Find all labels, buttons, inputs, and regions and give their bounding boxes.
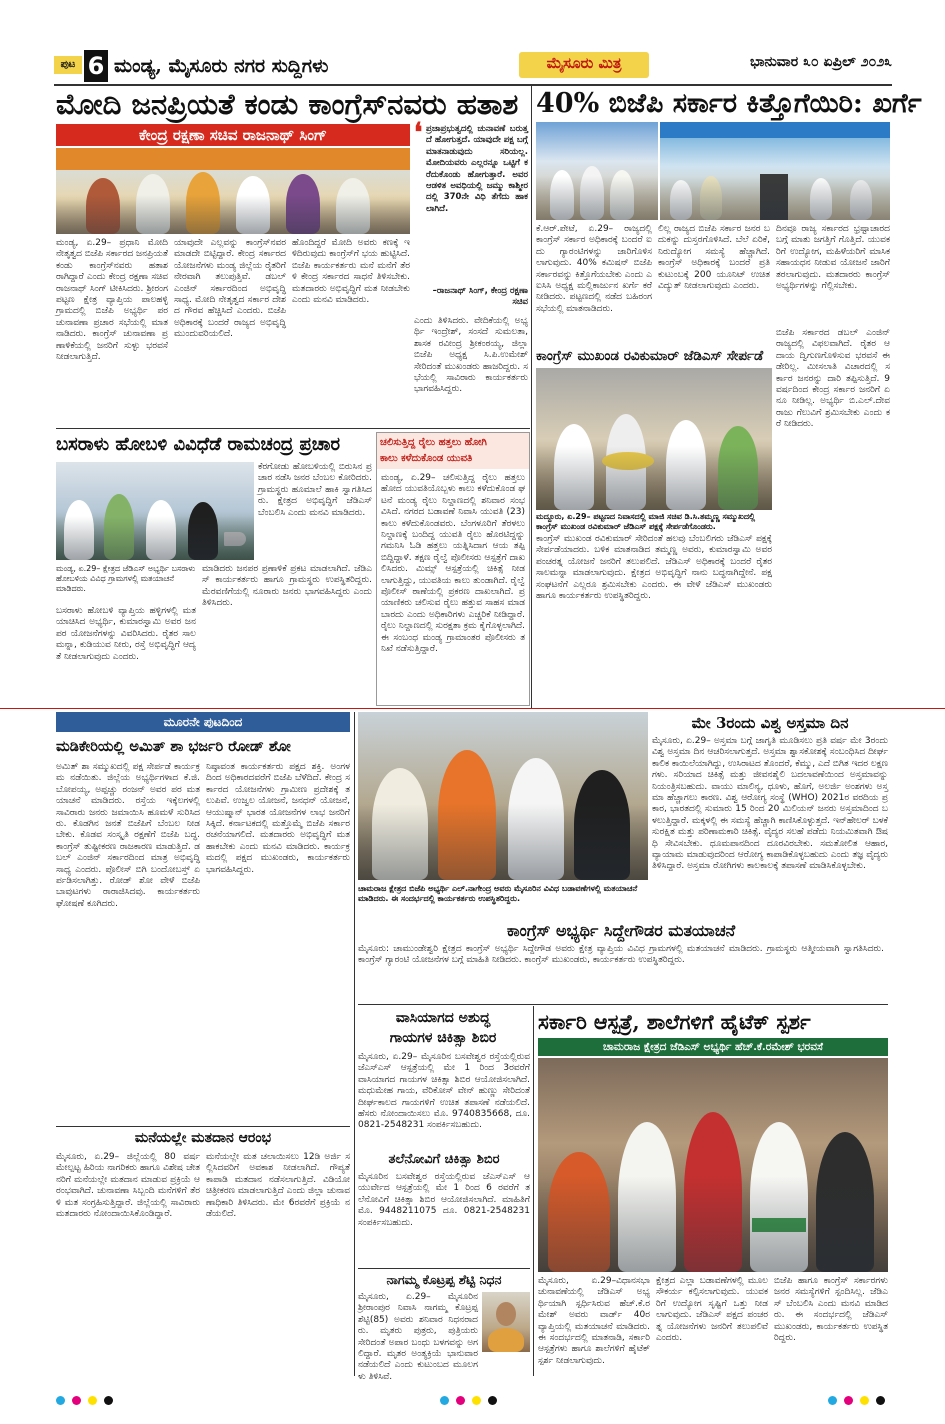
paper-name: ಮೈಸೂರು ಮಿತ್ರ	[546, 54, 622, 72]
voting-headline: ಮನೆಯಲ್ಲೇ ಮತದಾನ ಆರಂಭ	[134, 1130, 272, 1146]
obit-body: ಮೈಸೂರು, ಏ.29– ಮೈಸೂರಿನ ಶ್ರೀರಾಂಪುರ ನಿವಾಸಿ ನಾಗಮ್ಮ ಕೊಟ್ರಪ್ಪ ಶೆಟ್ಟಿ(85) ಅವರು ಶನಿವಾರ ನಿಧನರಾದರು. ಮೃತರು ಪುತ್ರರು, ಪುತ್ರಿಯರು ಸೇರಿದಂತೆ ಅಪಾರ ಬಂಧು ಬಳಗವನ್ನು ಅಗಲಿದ್ದಾರೆ. ಮೃತರ ಅಂತ್ಯಕ್ರಿಯೆ ಭಾನುವಾರ ನಡೆಯಲಿದೆ ಎಂದು ಕುಟುಂಬದ ಮೂಲಗಳು ತಿಳಿಸಿವೆ.	[358, 1292, 478, 1382]
column-rule	[354, 712, 355, 1376]
rail-body: ಮಂಡ್ಯ, ಏ.29– ಚಲಿಸುತ್ತಿದ್ದ ರೈಲು ಹತ್ತಲು ಹೋದ ಯುವತಿಯೊಬ್ಬಳು ಕಾಲು ಕಳೆದುಕೊಂಡ ಘಟನೆ ಮಂಡ್ಯ ರೈಲು ನಿಲ್ದಾಣದಲ್ಲಿ ಶನಿವಾರ ಸಂಭವಿಸಿದೆ. ನಗರದ ಬಡಾವಣೆ ನಿವಾಸಿ ಯುವತಿ (23) ಕಾಲು ಕಳೆದುಕೊಂಡವರು. ಬೆಂಗಳೂರಿಗೆ ತೆರಳಲು ನಿಲ್ದಾಣಕ್ಕೆ ಬಂದಿದ್ದ ಯುವತಿ ರೈಲು ಹೊರಟಿದ್ದನ್ನು ಗಮನಿಸಿ ಓಡಿ ಹತ್ತಲು ಯತ್ನಿಸಿದಾಗ ಆಯ ತಪ್ಪಿ ಬಿದ್ದಿದ್ದಾಳೆ. ತಕ್ಷಣ ರೈಲ್ವೆ ಪೊಲೀಸರು ಆಸ್ಪತ್ರೆಗೆ ದಾಖಲಿಸಿದರು. ಮಿಮ್ಸ್ ಆಸ್ಪತ್ರೆಯಲ್ಲಿ ಚಿಕಿತ್ಸೆ ನೀಡಲಾಗುತ್ತಿದ್ದು, ಯುವತಿಯ ಕಾಲು ತುಂಡಾಗಿದೆ. ರೈಲ್ವೆ ಪೊಲೀಸ್ ಠಾಣೆಯಲ್ಲಿ ಪ್ರಕರಣ ದಾಖಲಾಗಿದೆ. ಪ್ರಯಾಣಿಕರು ಚಲಿಸುವ ರೈಲು ಹತ್ತುವ ಸಾಹಸ ಮಾಡಬಾರದು ಎಂದು ಅಧಿಕಾರಿಗಳು ಎಚ್ಚರಿಕೆ ನೀಡಿದ್ದಾರೆ. ರೈಲು ನಿಲ್ದಾಣದಲ್ಲಿ ಸುರಕ್ಷತಾ ಕ್ರಮ ಕೈಗೊಳ್ಳಲಾಗಿದೆ. ಈ ಸಂಬಂಧ ಮಂಡ್ಯ ಗ್ರಾಮಾಂತರ ಪೊಲೀಸರು ತನಿಖೆ ನಡೆಸುತ್ತಿದ್ದಾರೆ.	[381, 473, 525, 655]
masthead-logo	[519, 52, 649, 78]
ravikumar-photo	[536, 368, 772, 510]
hospital-kicker: ಚಾಮರಾಜ ಕ್ಷೇತ್ರದ ಜೆಡಿಎಸ್ ಅಭ್ಯರ್ಥಿ ಹೆಚ್.ಕೆ.ರಮೇಶ್ ಭರವಸೆ	[538, 1038, 888, 1056]
section-rule	[358, 1004, 888, 1005]
section-rule	[56, 1126, 350, 1127]
hospital-headline: ಸರ್ಕಾರಿ ಆಸ್ಪತ್ರೆ, ಶಾಲೆಗಳಿಗೆ ಹೈಟೆಕ್ ಸ್ಪರ್ಶ	[538, 1010, 811, 1034]
camp-headline-3: ತಲೆನೋವಿಗೆ ಚಿಕಿತ್ಸಾ ಶಿಬಿರ	[388, 1152, 500, 1167]
kharge-body-col4: ಬಿಜೆಪಿ ಸರ್ಕಾರದ ಡಬಲ್ ಎಂಜಿನ್ ರಾಜ್ಯದಲ್ಲಿ ವಿಫಲವಾಗಿದೆ. ರೈತರ ಆದಾಯ ದ್ವಿಗುಣಗೊಳಿಸುವ ಭರವಸೆ ಈಡೇರಿಲ್ಲ. ಮೀಸಲಾತಿ ವಿಚಾರದಲ್ಲಿ ಸರ್ಕಾರ ಜನರನ್ನು ದಾರಿ ತಪ್ಪಿಸುತ್ತಿದೆ. 9 ವರ್ಷದಿಂದ ಕೇಂದ್ರ ಸರ್ಕಾರ ಜನರಿಗೆ ಏನೂ ನೀಡಿಲ್ಲ. ಅಭ್ಯರ್ಥಿ ಬಿ.ಎಲ್.ದೇವರಾಜು ಗೆಲುವಿಗೆ ಶ್ರಮಿಸಬೇಕು ಎಂದು ಕರೆ ನೀಡಿದರು.	[776, 328, 890, 430]
cyan-dot	[440, 1396, 449, 1405]
amitshah-headline: ಮಡಿಕೇರಿಯಲ್ಲಿ ಅಮಿತ್ ಶಾ ಭರ್ಜರಿ ರೋಡ್ ಶೋ	[56, 738, 291, 755]
yellow-dot	[860, 1396, 869, 1405]
stage-banner	[660, 122, 890, 138]
nagendra-photo	[358, 712, 648, 880]
page-label: ಪುಟ	[54, 56, 82, 74]
kharge-body-col2: ಲಿಲ್ಲ ರಾಜ್ಯದ ಬಿಜೆಪಿ ಸರ್ಕಾರ ಜನರ ಬದುಕನ್ನು ದುಸ್ತರಗೊಳಿಸಿದೆ. ಬೆಲೆ ಏರಿಕೆ, ನಿರುದ್ಯೋಗ ಸಮಸ್ಯೆ ಹೆಚ್ಚಾಗಿದೆ. ಕಾಂಗ್ರೆಸ್ ಅಧಿಕಾರಕ್ಕೆ ಬಂದರೆ ಪ್ರತಿ ಕುಟುಂಬಕ್ಕೆ 200 ಯೂನಿಟ್ ಉಚಿತ ವಿದ್ಯುತ್ ನೀಡಲಾಗುವುದು ಎಂದರು.	[658, 224, 770, 292]
black-dot	[488, 1396, 497, 1405]
kharge-photo-2	[660, 122, 890, 220]
column-rule	[533, 1006, 534, 1376]
kharge-body-col1: ಕೆ.ಆರ್.ಪೇಟೆ, ಏ.29– ರಾಜ್ಯದಲ್ಲಿ ಕಾಂಗ್ರೆಸ್ ಸರ್ಕಾರ ಅಧಿಕಾರಕ್ಕೆ ಬಂದರೆ ಐದು ಗ್ಯಾರಂಟಿಗಳನ್ನು ಜಾರಿಗೊಳಿಸಲಾಗುವುದು. 40% ಕಮಿಷನ್ ಬಿಜೆಪಿ ಸರ್ಕಾರವನ್ನು ಕಿತ್ತೊಗೆಯಬೇಕು ಎಂದು ಎಐಸಿಸಿ ಅಧ್ಯಕ್ಷ ಮಲ್ಲಿಕಾರ್ಜುನ ಖರ್ಗೆ ಕರೆ ನೀಡಿದರು. ಪಟ್ಟಣದಲ್ಲಿ ನಡೆದ ಬಹಿರಂಗ ಸಭೆಯಲ್ಲಿ ಮಾತನಾಡಿದರು.	[536, 224, 652, 314]
kharge-body-col3: ದಿನವೂ ರಾಜ್ಯ ಸರ್ಕಾರದ ಭ್ರಷ್ಟಾಚಾರದ ಬಗ್ಗೆ ಮಾತು ಜಗತ್ತಿಗೆ ಗೊತ್ತಿದೆ. ಯುವಕರಿಗೆ ಉದ್ಯೋಗ, ಮಹಿಳೆಯರಿಗೆ ಮಾಸಿಕ ಸಹಾಯಧನ ನೀಡುವ ಯೋಜನೆ ಜಾರಿಗೆ ತರಲಾಗುವುದು. ಮತದಾರರು ಕಾಂಗ್ರೆಸ್ ಅಭ್ಯರ್ಥಿಗಳನ್ನು ಗೆಲ್ಲಿಸಬೇಕು.	[776, 224, 890, 292]
modi-body-col4: ಎಂದು ತಿಳಿಸಿದರು. ವೇದಿಕೆಯಲ್ಲಿ ಅಭ್ಯರ್ಥಿ ಇಂದ್ರೇಶ್, ಸಂಸದೆ ಸುಮಲತಾ, ಶಾಸಕ ರವೀಂದ್ರ ಶ್ರೀಕಂಠಯ್ಯ, ಜಿಲ್ಲಾ ಬಿಜೆಪಿ ಅಧ್ಯಕ್ಷ ಸಿ.ಪಿ.ಉಮೇಶ್ ಸೇರಿದಂತೆ ಮುಖಂಡರು ಹಾಜರಿದ್ದರು. ಸಭೆಯಲ್ಲಿ ಸಾವಿರಾರು ಕಾರ್ಯಕರ್ತರು ಭಾಗವಹಿಸಿದ್ದರು.	[414, 316, 528, 395]
hospital-body-col2: ಕ್ಷೇತ್ರದ ಎಲ್ಲಾ ಬಡಾವಣೆಗಳಲ್ಲಿ ಮೂಲಸೌಕರ್ಯ ಕಲ್ಪಿಸಲಾಗುವುದು. ಯುವಕರಿಗೆ ಉದ್ಯೋಗ ಸೃಷ್ಟಿಗೆ ಒತ್ತು ನೀಡಲಾಗುವುದು. ಜೆಡಿಎಸ್ ಪಕ್ಷದ ಪಂಚರತ್ನ ಯೋಜನೆಗಳು ಜನರಿಗೆ ತಲುಪಲಿವೆ ಎಂದರು.	[656, 1276, 768, 1344]
section-title: ಮಂಡ್ಯ, ಮೈಸೂರು ನಗರ ಸುದ್ದಿಗಳು	[114, 55, 329, 77]
portrait-head	[496, 1302, 516, 1326]
modi-quote-box	[414, 118, 528, 312]
camp-headline-2: ಗಾಯಗಳ ಚಿಕಿತ್ಸಾ ಶಿಬಿರ	[389, 1030, 497, 1046]
modi-photo	[56, 148, 410, 234]
photo-shade	[358, 804, 648, 880]
amitshah-body-col2: ನಿಷ್ಠಾವಂತ ಕಾರ್ಯಕರ್ತರು ಪಕ್ಷದ ಶಕ್ತಿ. ಅಂಗಳದಿಂದ ಅಧಿಕಾರದವರೆಗೆ ಬಿಜೆಪಿ ಬೆಳೆದಿದೆ. ಕೇಂದ್ರ ಸರ್ಕಾರದ ಯೋಜನೆಗಳು ಗ್ರಾಮೀಣ ಪ್ರದೇಶಕ್ಕೆ ತಲುಪಿವೆ. ಉಜ್ವಲ ಯೋಜನೆ, ಜನಧನ್ ಯೋಜನೆ, ಆಯುಷ್ಮಾನ್ ಭಾರತ ಯೋಜನೆಗಳ ಲಾಭ ಜನರಿಗೆ ಸಿಕ್ಕಿದೆ. ಕರ್ನಾಟಕದಲ್ಲಿ ಮತ್ತೊಮ್ಮೆ ಬಿಜೆಪಿ ಸರ್ಕಾರ ರಚನೆಯಾಗಲಿದೆ. ಮತದಾರರು ಅಭಿವೃದ್ಧಿಗೆ ಮತ ಹಾಕಬೇಕು ಎಂದು ಮನವಿ ಮಾಡಿದರು. ಕಾರ್ಯಕ್ರಮದಲ್ಲಿ ಪಕ್ಷದ ಮುಖಂಡರು, ಕಾರ್ಯಕರ್ತರು ಭಾಗವಹಿಸಿದ್ದರು.	[206, 762, 350, 875]
continued-bar: ಮೂರನೇ ಪುಟದಿಂದ	[56, 712, 350, 732]
modi-body-col1: ಮಂಡ್ಯ, ಏ.29– ಪ್ರಧಾನಿ ಮೋದಿ ನೇತೃತ್ವದ ಬಿಜೆಪಿ ಸರ್ಕಾರದ ಜನಪ್ರಿಯತೆ ಕಂಡು ಕಾಂಗ್ರೆಸ್‌ನವರು ಹತಾಶರಾಗಿದ್ದಾರೆ ಎಂದು ಕೇಂದ್ರ ರಕ್ಷಣಾ ಸಚಿವ ರಾಜನಾಥ್ ಸಿಂಗ್ ಟೀಕಿಸಿದರು. ಶ್ರೀರಂಗಪಟ್ಟಣ ಕ್ಷೇತ್ರ ವ್ಯಾಪ್ತಿಯ ಪಾಲಹಳ್ಳಿ ಗ್ರಾಮದಲ್ಲಿ ಬಿಜೆಪಿ ಅಭ್ಯರ್ಥಿ ಪರ ಚುನಾವಣಾ ಪ್ರಚಾರ ಸಭೆಯಲ್ಲಿ ಮಾತನಾಡಿದರು. ಕಾಂಗ್ರೆಸ್ ಚುನಾವಣಾ ಪ್ರಣಾಳಿಕೆಯಲ್ಲಿ ಜನರಿಗೆ ಸುಳ್ಳು ಭರವಸೆ ನೀಡಲಾಗುತ್ತಿದೆ.	[56, 238, 169, 363]
ravikumar-body: ಕಾಂಗ್ರೆಸ್ ಮುಖಂಡ ರವಿಕುಮಾರ್ ಸೇರಿದಂತೆ ಹಲವು ಬೆಂಬಲಿಗರು ಜೆಡಿಎಸ್ ಪಕ್ಷಕ್ಕೆ ಸೇರ್ಪಡೆಯಾದರು. ಬಳಿಕ ಮಾತನಾಡಿದ ತಮ್ಮಣ್ಣ ಅವರು, ಕುಮಾರಸ್ವಾಮಿ ಅವರ ಪಂಚರತ್ನ ಯೋಜನೆ ಜನರಿಗೆ ತಲುಪಲಿದೆ. ಜೆಡಿಎಸ್ ಅಧಿಕಾರಕ್ಕೆ ಬಂದರೆ ರೈತರ ಸಾಲಮನ್ನಾ ಮಾಡಲಾಗುವುದು. ಕ್ಷೇತ್ರದ ಅಭಿವೃದ್ಧಿಗೆ ನಾನು ಬದ್ಧನಾಗಿದ್ದೇನೆ. ಪಕ್ಷ ಸಂಘಟನೆಗೆ ಎಲ್ಲರೂ ಶ್ರಮಿಸಬೇಕು ಎಂದರು. ಈ ವೇಳೆ ಜೆಡಿಎಸ್ ಮುಖಂಡರು ಹಾಗೂ ಕಾರ್ಯಕರ್ತರು ಉಪಸ್ಥಿತರಿದ್ದರು.	[536, 534, 772, 602]
stage-banner	[56, 148, 410, 170]
cyan-dot	[56, 1396, 65, 1405]
obit-portrait	[482, 1292, 530, 1352]
kharge-headline: 40% ಬಿಜೆಪಿ ಸರ್ಕಾರ ಕಿತ್ತೊಗೆಯಿರಿ: ಖರ್ಗೆ	[536, 88, 922, 119]
amitshah-body-col1: ಅಮಿತ್ ಶಾ ಸಮ್ಮುಖದಲ್ಲಿ ಪಕ್ಷ ಸೇರ್ಪಡೆ ಕಾರ್ಯಕ್ರಮ ನಡೆಯಿತು. ಜಿಲ್ಲೆಯ ಅಭ್ಯರ್ಥಿಗಳಾದ ಕೆ.ಜಿ.ಬೋಪಯ್ಯ, ಅಪ್ಪಚ್ಚು ರಂಜನ್ ಅವರ ಪರ ಮತಯಾಚನೆ ಮಾಡಿದರು. ರಸ್ತೆಯ ಇಕ್ಕೆಲಗಳಲ್ಲಿ ಸಾವಿರಾರು ಜನರು ಜಮಾಯಿಸಿ ಹೂಮಳೆ ಸುರಿಸಿದರು. ಕೊಡಗಿನ ಜನತೆ ಬಿಜೆಪಿಗೆ ಬೆಂಬಲ ನೀಡಬೇಕು. ಕೊಡವ ಸಂಸ್ಕೃತಿ ರಕ್ಷಣೆಗೆ ಬಿಜೆಪಿ ಬದ್ಧ. ಕಾಂಗ್ರೆಸ್ ತುಷ್ಟೀಕರಣ ರಾಜಕಾರಣ ಮಾಡುತ್ತಿದೆ. ಡಬಲ್ ಎಂಜಿನ್ ಸರ್ಕಾರದಿಂದ ಮಾತ್ರ ಅಭಿವೃದ್ಧಿ ಸಾಧ್ಯ ಎಂದರು. ಪೊಲೀಸ್ ಬಿಗಿ ಬಂದೋಬಸ್ತ್ ಏರ್ಪಡಿಸಲಾಗಿತ್ತು. ರೋಡ್ ಶೋ ವೇಳೆ ಬಿಜೆಪಿ ಬಾವುಟಗಳು ರಾರಾಜಿಸಿದವು. ಕಾರ್ಯಕರ್ತರು ಘೋಷಣೆ ಕೂಗಿದರು.	[56, 762, 200, 909]
voting-body-col2: ಮನೆಯಲ್ಲೇ ಮತ ಚಲಾಯಿಸಲು 12ಡಿ ಅರ್ಜಿ ಸಲ್ಲಿಸಿದವರಿಗೆ ಅವಕಾಶ ನೀಡಲಾಗಿದೆ. ಗೌಪ್ಯತೆ ಕಾಪಾಡಿ ಮತದಾನ ನಡೆಸಲಾಗುತ್ತಿದೆ. ವಿಡಿಯೋ ಚಿತ್ರೀಕರಣ ಮಾಡಲಾಗುತ್ತಿದೆ ಎಂದು ಜಿಲ್ಲಾ ಚುನಾವಣಾಧಿಕಾರಿ ತಿಳಿಸಿದರು. ಮೇ 6ರವರೆಗೆ ಪ್ರಕ್ರಿಯೆ ನಡೆಯಲಿದೆ.	[206, 1152, 350, 1220]
modi-headline: ಮೋದಿ ಜನಪ್ರಿಯತೆ ಕಂಡು ಕಾಂಗ್ರೆಸ್‌ನವರು ಹತಾಶ	[56, 87, 519, 121]
modi-body-col2: ಯಾವುದೇ ಎಲ್ಲವನ್ನು ಕಾಂಗ್ರೆಸ್‌ನವರ ಮಾಡದೇ ಬಿಟ್ಟಿದ್ದಾರೆ. ಕೇಂದ್ರ ಸರ್ಕಾರದ ಯೋಜನೆಗಳು ಮಂಡ್ಯ ಜಿಲ್ಲೆಯ ರೈತರಿಗೆ ನೇರವಾಗಿ ತಲುಪುತ್ತಿವೆ. ಡಬಲ್ ಎಂಜಿನ್ ಸರ್ಕಾರದಿಂದ ಅಭಿವೃದ್ಧಿ ಸಾಧ್ಯ. ಮೋದಿ ನೇತೃತ್ವದ ಸರ್ಕಾರ ದೇಶದ ಗೌರವ ಹೆಚ್ಚಿಸಿದೆ ಎಂದರು. ಬಿಜೆಪಿ ಅಧಿಕಾರಕ್ಕೆ ಬಂದರೆ ರಾಜ್ಯದ ಅಭಿವೃದ್ಧಿ ಮುಂದುವರಿಯಲಿದೆ.	[174, 238, 286, 340]
nagendra-caption: ಚಾಮರಾಜ ಕ್ಷೇತ್ರದ ಬಿಜೆಪಿ ಅಭ್ಯರ್ಥಿ ಎಲ್.ನಾಗೇಂದ್ರ ಅವರು ಮೈಸೂರಿನ ವಿವಿಧ ಬಡಾವಣೆಗಳಲ್ಲಿ ಮತಯಾಚನೆ ಮಾಡಿದರು. ಈ ಸಂದರ್ಭದಲ್ಲಿ ಕಾರ್ಯಕರ್ತರು ಉಪಸ್ಥಿತರಿದ್ದರು.	[358, 884, 638, 903]
basaralu-headline: ಬಸರಾಳು ಹೋಬಳಿ ವಿವಿಧೆಡೆ ರಾಮಚಂದ್ರ ಪ್ರಚಾರ	[56, 434, 340, 455]
camp-body: ಮೈಸೂರು, ಏ.29– ಮೈಸೂರಿನ ಬಸವೇಶ್ವರ ರಸ್ತೆಯಲ್ಲಿರುವ ಜೆಎಸ್‌ಎಸ್ ಆಸ್ಪತ್ರೆಯಲ್ಲಿ ಮೇ 1 ರಿಂದ 3ರವರೆಗೆ ವಾಸಿಯಾಗದ ಗಾಯಗಳ ಚಿಕಿತ್ಸಾ ಶಿಬಿರ ಆಯೋಜಿಸಲಾಗಿದೆ. ಮಧುಮೇಹ ಗಾಯ, ವೆರಿಕೋಸ್ ವೇನ್ ಹುಣ್ಣು ಸೇರಿದಂತೆ ದೀರ್ಘಕಾಲದ ಗಾಯಗಳಿಗೆ ಉಚಿತ ತಪಾಸಣೆ ನಡೆಯಲಿದೆ. ಹೆಸರು ನೋಂದಾಯಿಸಲು ಮೊ. 9740835668, ದೂ. 0821-2548231 ಸಂಪರ್ಕಿಸಬಹುದು.	[358, 1052, 530, 1131]
hospital-body-col3: ಬಿಜೆಪಿ ಹಾಗೂ ಕಾಂಗ್ರೆಸ್ ಸರ್ಕಾರಗಳು ಜನರ ಸಮಸ್ಯೆಗಳಿಗೆ ಸ್ಪಂದಿಸಿಲ್ಲ. ಜೆಡಿಎಸ್ ಬೆಂಬಲಿಸಿ ಎಂದು ಮನವಿ ಮಾಡಿದರು. ಈ ಸಂದರ್ಭದಲ್ಲಿ ಜೆಡಿಎಸ್ ಮುಖಂಡರು, ಕಾರ್ಯಕರ್ತರು ಉಪಸ್ಥಿತರಿದ್ದರು.	[774, 1276, 888, 1344]
rail-box	[376, 432, 530, 706]
ravikumar-caption: ಮದ್ದೂರು, ಏ.29– ಪಟ್ಟಣದ ನಿವಾಸದಲ್ಲಿ ಮಾಜಿ ಸಚಿವ ಡಿ.ಸಿ.ತಮ್ಮಣ್ಣ ಸಮ್ಮುಖದಲ್ಲಿ ಕಾಂಗ್ರೆಸ್ ಮುಖಂಡ ರವಿಕುಮಾರ್ ಜೆಡಿಎಸ್ ಪಕ್ಷಕ್ಕೆ ಸೇರ್ಪಡೆಗೊಂಡರು.	[536, 512, 756, 531]
modi-quote-text: ಪ್ರಜಾಪ್ರಭುತ್ವದಲ್ಲಿ ಚುನಾವಣೆ ಬರುತ್ತದೆ ಹೋಗುತ್ತದೆ. ಯಾವುದೇ ಪಕ್ಷ ಬಗ್ಗೆ ಮಾತನಾಡುವುದು ಸರಿಯಲ್ಲ. ಮೋದಿಯವರು ಎಲ್ಲರನ್ನೂ ಒಟ್ಟಿಗೆ ಕರೆದುಕೊಂಡು ಹೋಗುತ್ತಾರೆ. ಅವರ ಆಡಳಿತ ಅವಧಿಯಲ್ಲಿ ಜಮ್ಮು ಕಾಶ್ಮೀರದಲ್ಲಿ 370ನೇ ವಿಧಿ ತೆಗೆದು ಹಾಕಲಾಗಿದೆ.	[426, 124, 528, 214]
rail-headline-1: ಚಲಿಸುತ್ತಿದ್ದ ರೈಲು ಹತ್ತಲು ಹೋಗಿ	[380, 437, 487, 448]
column-rule	[531, 86, 532, 708]
hospital-body-col1: ಮೈಸೂರು, ಏ.29–ವಿಧಾನಸಭಾ ಚುನಾವಣೆಯಲ್ಲಿ ಜೆಡಿಎಸ್ ಅಭ್ಯರ್ಥಿಯಾಗಿ ಸ್ಪರ್ಧಿಸಿರುವ ಹೆಚ್.ಕೆ.ರಮೇಶ್ ಅವರು ವಾರ್ಡ್ 40ರ ವ್ಯಾಪ್ತಿಯಲ್ಲಿ ಮತಯಾಚನೆ ಮಾಡಿದರು. ಈ ಸಂದರ್ಭದಲ್ಲಿ ಮಾತನಾಡಿ, ಸರ್ಕಾರಿ ಆಸ್ಪತ್ರೆಗಳು ಹಾಗೂ ಶಾಲೆಗಳಿಗೆ ಹೈಟೆಕ್ ಸ್ಪರ್ಶ ನೀಡಲಾಗುವುದು.	[538, 1276, 650, 1366]
black-dot	[876, 1396, 885, 1405]
section-divider	[0, 708, 945, 709]
section-rule	[358, 1268, 530, 1269]
magenta-dot	[72, 1396, 81, 1405]
magenta-dot	[456, 1396, 465, 1405]
photo-shade	[536, 176, 658, 220]
hospital-photo	[538, 1058, 888, 1272]
section-rule	[56, 428, 530, 429]
siddegowda-headline: ಕಾಂಗ್ರೆಸ್ ಅಭ್ಯರ್ಥಿ ಸಿದ್ದೇಗೌಡರ ಮತಯಾಚನೆ	[506, 921, 736, 940]
basaralu-caption: ಮಂಡ್ಯ, ಏ.29– ಕ್ಷೇತ್ರದ ಜೆಡಿಎಸ್ ಅಭ್ಯರ್ಥಿ ಬಸರಾಳು ಹೋಬಳಿಯ ವಿವಿಧ ಗ್ರಾಮಗಳಲ್ಲಿ ಮತಯಾಚನೆ ಮಾಡಿದರು.	[56, 564, 196, 593]
basaralu-photo	[56, 462, 254, 560]
rail-headline-2: ಕಾಲು ಕಳೆದುಕೊಂಡ ಯುವತಿ	[380, 453, 473, 464]
magenta-dot	[844, 1396, 853, 1405]
modi-kicker: ಕೇಂದ್ರ ರಕ್ಷಣಾ ಸಚಿವ ರಾಜನಾಥ್ ಸಿಂಗ್	[56, 124, 410, 146]
photo-shade	[536, 446, 772, 510]
asthma-body: ಮೈಸೂರು, ಏ.29– ಅಸ್ತಮಾ ಬಗ್ಗೆ ಜಾಗೃತಿ ಮೂಡಿಸಲು ಪ್ರತಿ ವರ್ಷ ಮೇ 3ರಂದು ವಿಶ್ವ ಅಸ್ತಮಾ ದಿನ ಆಚರಿಸಲಾಗುತ್ತದೆ. ಅಸ್ತಮಾ ಶ್ವಾಸಕೋಶಕ್ಕೆ ಸಂಬಂಧಿಸಿದ ದೀರ್ಘಕಾಲಿಕ ಕಾಯಿಲೆಯಾಗಿದ್ದು, ಉಸಿರಾಟದ ತೊಂದರೆ, ಕೆಮ್ಮು, ಎದೆ ಬಿಗಿತ ಇದರ ಲಕ್ಷಣಗಳು. ಸರಿಯಾದ ಚಿಕಿತ್ಸೆ ಮತ್ತು ಜೀವನಶೈಲಿ ಬದಲಾವಣೆಯಿಂದ ಅಸ್ತಮಾವನ್ನು ನಿಯಂತ್ರಿಸಬಹುದು. ವಾಯು ಮಾಲಿನ್ಯ, ಧೂಳು, ಹೊಗೆ, ಅಲರ್ಜಿ ಅಂಶಗಳು ಅಸ್ತಮಾ ಹೆಚ್ಚಾಗಲು ಕಾರಣ. ವಿಶ್ವ ಆರೋಗ್ಯ ಸಂಸ್ಥೆ (WHO) 2021ರ ವರದಿಯ ಪ್ರಕಾರ, ಭಾರತದಲ್ಲಿ ಸುಮಾರು 15 ರಿಂದ 20 ಮಿಲಿಯನ್ ಜನರು ಅಸ್ತಮಾದಿಂದ ಬಳಲುತ್ತಿದ್ದಾರೆ. ಮಕ್ಕಳಲ್ಲಿ ಈ ಸಮಸ್ಯೆ ಹೆಚ್ಚಾಗಿ ಕಾಣಿಸಿಕೊಳ್ಳುತ್ತದೆ. ಇನ್‌ಹೇಲರ್ ಬಳಕೆ ಸುರಕ್ಷಿತ ಮತ್ತು ಪರಿಣಾಮಕಾರಿ ಚಿಕಿತ್ಸೆ. ವೈದ್ಯರ ಸಲಹೆ ಪಡೆದು ನಿಯಮಿತವಾಗಿ ಔಷಧಿ ಸೇವಿಸಬೇಕು. ಧೂಮಪಾನದಿಂದ ದೂರವಿರಬೇಕು. ಸಮತೋಲಿತ ಆಹಾರ, ವ್ಯಾಯಾಮ ಮಾಡುವುದರಿಂದ ಆರೋಗ್ಯ ಕಾಪಾಡಿಕೊಳ್ಳಬಹುದು ಎಂದು ತಜ್ಞ ವೈದ್ಯರು ತಿಳಿಸಿದ್ದಾರೆ. ಅಸ್ತಮಾ ರೋಗಿಗಳು ಕಾಲಕಾಲಕ್ಕೆ ತಪಾಸಣೆ ಮಾಡಿಸಿಕೊಳ್ಳಬೇಕು.	[652, 736, 888, 872]
kharge-photo-1	[536, 122, 658, 220]
registration-marks	[0, 1384, 945, 1424]
photo-shade	[56, 516, 254, 560]
siddegowda-body: ಮೈಸೂರು: ಚಾಮುಂಡೇಶ್ವರಿ ಕ್ಷೇತ್ರದ ಕಾಂಗ್ರೆಸ್ ಅಭ್ಯರ್ಥಿ ಸಿದ್ದೇಗೌಡ ಅವರು ಕ್ಷೇತ್ರ ವ್ಯಾಪ್ತಿಯ ವಿವಿಧ ಗ್ರಾಮಗಳಲ್ಲಿ ಮತಯಾಚನೆ ಮಾಡಿದರು. ಗ್ರಾಮಸ್ಥರು ಆತ್ಮೀಯವಾಗಿ ಸ್ವಾಗತಿಸಿದರು. ಕಾಂಗ್ರೆಸ್ ಗ್ಯಾರಂಟಿ ಯೋಜನೆಗಳ ಬಗ್ಗೆ ಮಾಹಿತಿ ನೀಡಿದರು. ಕಾಂಗ್ರೆಸ್ ಮುಖಂಡರು, ಕಾರ್ಯಕರ್ತರು ಉಪಸ್ಥಿತರಿದ್ದರು.	[358, 944, 884, 966]
basaralu-body-col2: ಬಸರಾಳು ಹೋಬಳಿ ವ್ಯಾಪ್ತಿಯ ಹಳ್ಳಿಗಳಲ್ಲಿ ಮತ ಯಾಚಿಸಿದ ಅಭ್ಯರ್ಥಿ, ಕುಮಾರಸ್ವಾಮಿ ಅವರ ಜನಪರ ಯೋಜನೆಗಳನ್ನು ವಿವರಿಸಿದರು. ರೈತರ ಸಾಲಮನ್ನಾ, ಕುಡಿಯುವ ನೀರು, ರಸ್ತೆ ಅಭಿವೃದ್ಧಿಗೆ ಆದ್ಯತೆ ನೀಡಲಾಗುವುದು ಎಂದರು.	[56, 606, 196, 662]
yellow-dot	[472, 1396, 481, 1405]
modi-body-col3: ಹೊಂದಿದ್ದರೆ ಮೋದಿ ಅವರು ಕಣಕ್ಕೆ ಇಳಿದಿರುವುದು ಕಾಂಗ್ರೆಸ್‌ಗೆ ಭಯ ಹುಟ್ಟಿಸಿದೆ. ಬಿಜೆಪಿ ಕಾರ್ಯಕರ್ತರು ಮನೆ ಮನೆಗೆ ತೆರಳಿ ಕೇಂದ್ರ ಸರ್ಕಾರದ ಸಾಧನೆ ತಿಳಿಸಬೇಕು. ಮತದಾರರು ಅಭಿವೃದ್ಧಿಗೆ ಮತ ನೀಡಬೇಕು ಎಂದು ಮನವಿ ಮಾಡಿದರು.	[292, 238, 410, 306]
cyan-dot	[828, 1396, 837, 1405]
camp-headline-1: ವಾಸಿಯಾಗದ ಅಶುದ್ಧ	[395, 1010, 491, 1026]
ravikumar-headline: ಕಾಂಗ್ರೆಸ್ ಮುಖಂಡ ರವಿಕುಮಾರ್ ಜೆಡಿಎಸ್ ಸೇರ್ಪಡೆ	[536, 348, 764, 364]
yellow-dot	[88, 1396, 97, 1405]
photo-shade	[660, 176, 890, 220]
modi-quote-credit: –ರಾಜನಾಥ್ ಸಿಂಗ್, ಕೇಂದ್ರ ರಕ್ಷಣಾ ಸಚಿವ	[432, 286, 528, 308]
quote-mark-icon: ❛	[414, 118, 423, 148]
person	[488, 1328, 524, 1352]
basaralu-body-col3: ಮಾಡಿದರು ಜನಪರ ಪ್ರಣಾಳಿಕೆ ಪ್ರಕಟ ಮಾಡಲಾಗಿದೆ. ಜೆಡಿಎಸ್ ಕಾರ್ಯಕರ್ತರು ಹಾಗೂ ಗ್ರಾಮಸ್ಥರು ಉಪಸ್ಥಿತರಿದ್ದರು. ಮೆರವಣಿಗೆಯಲ್ಲಿ ನೂರಾರು ಜನರು ಭಾಗವಹಿಸಿದ್ದರು ಎಂದು ತಿಳಿಸಿದರು.	[202, 564, 372, 609]
asthma-headline: ಮೇ 3ರಂದು ವಿಶ್ವ ಅಸ್ತಮಾ ದಿನ	[691, 714, 849, 732]
black-dot	[104, 1396, 113, 1405]
voting-body-col1: ಮೈಸೂರು, ಏ.29– ಜಿಲ್ಲೆಯಲ್ಲಿ 80 ವರ್ಷ ಮೇಲ್ಪಟ್ಟ ಹಿರಿಯ ನಾಗರಿಕರು ಹಾಗೂ ವಿಶೇಷ ಚೇತನರಿಗೆ ಮನೆಯಲ್ಲೇ ಮತದಾನ ಮಾಡುವ ಪ್ರಕ್ರಿಯೆ ಆರಂಭವಾಗಿದೆ. ಚುನಾವಣಾ ಸಿಬ್ಬಂದಿ ಮನೆಗಳಿಗೆ ತೆರಳಿ ಮತ ಸಂಗ್ರಹಿಸುತ್ತಿದ್ದಾರೆ. ಜಿಲ್ಲೆಯಲ್ಲಿ ಸಾವಿರಾರು ಮತದಾರರು ನೋಂದಾಯಿಸಿಕೊಂಡಿದ್ದಾರೆ.	[56, 1152, 200, 1220]
basaralu-body-col1: ಕೆರಗೋಡು ಹೋಬಳಿಯಲ್ಲಿ ಬಿರುಸಿನ ಪ್ರಚಾರ ನಡೆಸಿ ಜನರ ಬೆಂಬಲ ಕೋರಿದರು. ಗ್ರಾಮಸ್ಥರು ಹೂಮಾಲೆ ಹಾಕಿ ಸ್ವಾಗತಿಸಿದರು. ಕ್ಷೇತ್ರದ ಅಭಿವೃದ್ಧಿಗೆ ಜೆಡಿಎಸ್ ಬೆಂಬಲಿಸಿ ಎಂದು ಮನವಿ ಮಾಡಿದರು.	[258, 462, 372, 518]
page-header	[54, 50, 892, 82]
camp-body-2: ಮೈಸೂರಿನ ಬಸವೇಶ್ವರ ರಸ್ತೆಯಲ್ಲಿರುವ ಜೆಎಸ್‌ಎಸ್ ಆಯುರ್ವೇದ ಆಸ್ಪತ್ರೆಯಲ್ಲಿ ಮೇ 1 ರಿಂದ 6 ರವರೆಗೆ ತಲೆನೋವಿಗೆ ಚಿಕಿತ್ಸಾ ಶಿಬಿರ ಆಯೋಜಿಸಲಾಗಿದೆ. ಮಾಹಿತಿಗೆ ಮೊ. 9448211075 ದೂ. 0821-2548231 ಸಂಪರ್ಕಿಸಬಹುದು.	[358, 1172, 530, 1228]
page-number: 6	[84, 50, 108, 82]
obit-headline: ನಾಗಮ್ಮ ಕೊಟ್ರಪ್ಪ ಶೆಟ್ಟಿ ನಿಧನ	[386, 1272, 502, 1287]
issue-date: ಭಾನುವಾರ ೩೦ ಏಪ್ರಿಲ್ ೨೦೨೩	[750, 54, 892, 70]
photo-shade	[538, 1176, 888, 1272]
photo-shade	[56, 195, 410, 234]
